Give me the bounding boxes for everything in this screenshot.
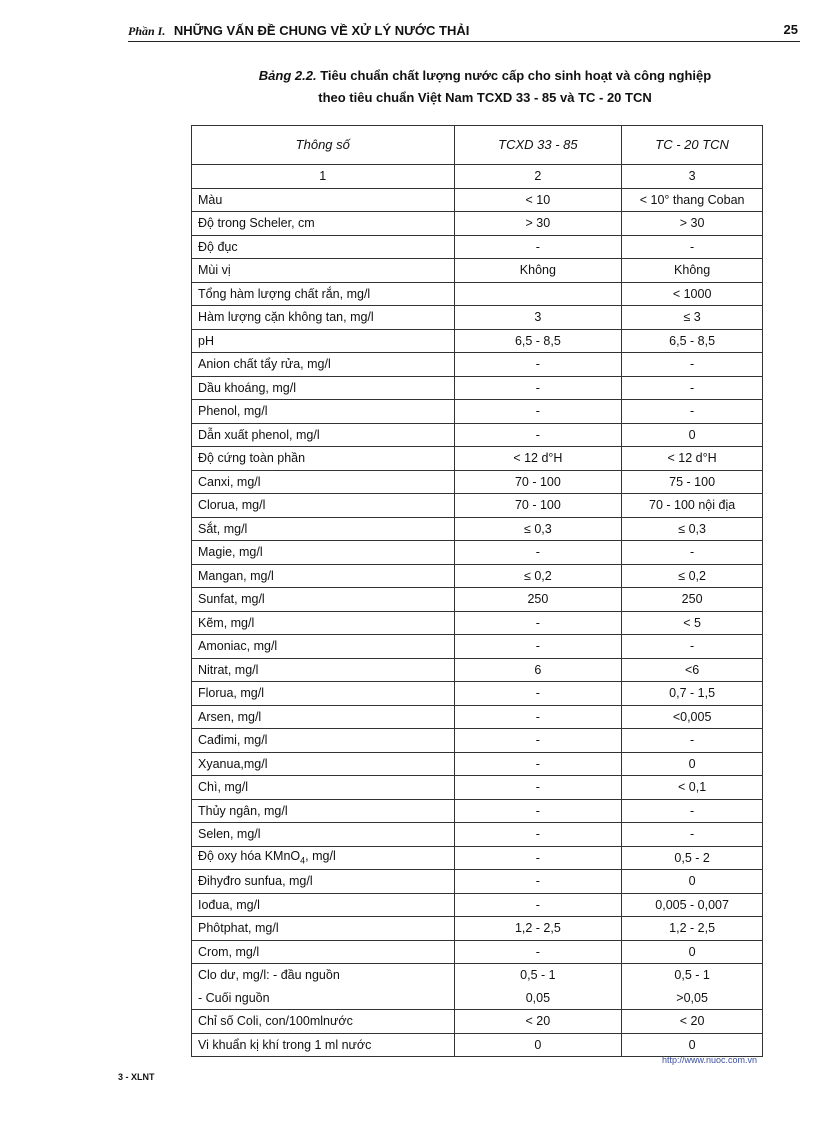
parameter-cell [192,940,455,964]
parameter-cell [192,893,455,917]
table-row [192,470,763,494]
tc-value: 250 [622,588,763,612]
parameter-cell [192,705,455,729]
column-number-row [192,165,763,189]
parameter-name: Chỉ số Coli, con/100mlnước [198,1014,353,1029]
tc-value: 0 [622,752,763,776]
tc-value: 0 [622,870,763,894]
table-label: Bảng 2.2. [258,68,317,83]
parameter-cell [192,658,455,682]
parameter-name: Clorua, mg/l [198,498,266,513]
table-row [192,823,763,847]
parameter-cell [192,470,455,494]
chapter-title: NHỮNG VẤN ĐỀ CHUNG VỀ XỬ LÝ NƯỚC THẢI [173,23,470,38]
caption-line-2: theo tiêu chuẩn Việt Nam TCXD 33 - 85 và TC - 20 TCN [318,90,652,105]
table-row [192,588,763,612]
parameter-name: Florua, mg/l [198,686,264,701]
tcxd-value: - [454,423,622,447]
tc-value: ≤ 0,2 [622,564,763,588]
parameter-cell [192,306,455,330]
tc-value: - [622,541,763,565]
parameter-name: Crom, mg/l [198,944,260,959]
tcxd-value: < 12 d°H [454,447,622,471]
tc-value: > 30 [622,212,763,236]
parameter-cell [192,964,455,987]
tc-value: 0,5 - 2 [622,846,763,870]
tcxd-value: - [454,705,622,729]
tcxd-value: ≤ 0,2 [454,564,622,588]
tc-value: - [622,376,763,400]
parameter-cell [192,235,455,259]
tcxd-value: < 20 [454,1010,622,1034]
tcxd-value: - [454,846,622,870]
tc-value: 0,005 - 0,007 [622,893,763,917]
tc-value: <0,005 [622,705,763,729]
standards-table [191,125,763,1057]
tc-value: < 20 [622,1010,763,1034]
table-row [192,940,763,964]
table-row [192,682,763,706]
parameter-name: Dầu khoáng, mg/l [198,380,296,395]
parameter-suffix: , mg/l [305,848,336,863]
table-row [192,917,763,941]
tcxd-value: 0 [454,1033,622,1057]
parameter-cell [192,447,455,471]
tcxd-value: - [454,541,622,565]
table-row [192,212,763,236]
table-row [192,400,763,424]
tc-value: >0,05 [622,987,763,1010]
parameter-name: Xyanua,mg/l [198,756,268,771]
table-row [192,893,763,917]
source-url: http://www.nuoc.com.vn [662,1055,758,1065]
parameter-name: Sunfat, mg/l [198,592,265,607]
parameter-name: Phenol, mg/l [198,404,268,419]
tcxd-value: 6,5 - 8,5 [454,329,622,353]
parameter-cell [192,776,455,800]
parameter-cell [192,823,455,847]
parameter-name: - Cuối nguồn [198,990,270,1005]
tc-value: ≤ 0,3 [622,517,763,541]
table-row [192,611,763,635]
parameter-name: Anion chất tẩy rửa, mg/l [198,357,331,372]
tc-value: 0 [622,940,763,964]
tcxd-value: > 30 [454,212,622,236]
tc-value: - [622,823,763,847]
table-row [192,353,763,377]
tc-value: 0 [622,423,763,447]
parameter-name: Màu [198,192,223,207]
tcxd-value: 1,2 - 2,5 [454,917,622,941]
table-row [192,494,763,518]
tcxd-value: 0,5 - 1 [454,964,622,987]
parameter-name: Chì, mg/l [198,780,249,795]
tcxd-value: 6 [454,658,622,682]
tc-value: - [622,729,763,753]
tc-value: < 1000 [622,282,763,306]
parameter-name: Mangan, mg/l [198,568,274,583]
page-header [128,22,798,42]
tcxd-value: < 10 [454,188,622,212]
tcxd-value: - [454,776,622,800]
parameter-name: Clo dư, mg/l: - đầu nguồn [198,968,340,983]
parameter-cell [192,846,455,870]
table-row [192,541,763,565]
parameter-cell [192,353,455,377]
tcxd-value: 3 [454,306,622,330]
table-row [192,987,763,1010]
parameter-name: Selen, mg/l [198,827,261,842]
tc-value: < 12 d°H [622,447,763,471]
parameter-name: Độ oxy hóa KMnO [198,848,301,863]
table-row [192,635,763,659]
page-number: 25 [783,22,798,37]
caption-line-1: Tiêu chuẩn chất lượng nước cấp cho sinh hoạt và công nghiệp [320,68,712,83]
parameter-name: Cađimi, mg/l [198,733,268,748]
tcxd-value: ≤ 0,3 [454,517,622,541]
parameter-cell [192,188,455,212]
tc-value: <6 [622,658,763,682]
tcxd-value: - [454,823,622,847]
tcxd-value: - [454,376,622,400]
parameter-name: Dẫn xuất phenol, mg/l [198,427,320,442]
tcxd-value: - [454,353,622,377]
parameter-cell [192,987,455,1010]
tcxd-value: - [454,799,622,823]
table-header-row [192,126,763,165]
part-label: Phần I. [128,24,166,38]
table-row [192,870,763,894]
tc-value: 0,7 - 1,5 [622,682,763,706]
column-number: 3 [622,165,763,189]
tc-value: 1,2 - 2,5 [622,917,763,941]
tcxd-value: - [454,729,622,753]
table-row [192,564,763,588]
header-rule [128,41,800,42]
parameter-cell [192,870,455,894]
parameter-name: Kẽm, mg/l [198,615,255,630]
table-row [192,423,763,447]
table-row [192,282,763,306]
parameter-name: Mùi vị [198,263,231,278]
parameter-cell [192,1033,455,1057]
tcxd-value: - [454,635,622,659]
parameter-cell [192,635,455,659]
tcxd-value: - [454,682,622,706]
footer-label: 3 - XLNT [118,1072,155,1082]
tc-value: - [622,235,763,259]
parameter-cell [192,329,455,353]
table-row [192,1010,763,1034]
tcxd-value: - [454,400,622,424]
parameter-cell [192,564,455,588]
table-caption [190,65,780,109]
tcxd-value: 0,05 [454,987,622,1010]
tc-value: - [622,799,763,823]
parameter-name: Hàm lượng cặn không tan, mg/l [198,310,374,325]
tc-value: - [622,400,763,424]
parameter-name: Iođua, mg/l [198,897,260,912]
table-row [192,235,763,259]
parameter-name: Độ trong Scheler, cm [198,216,315,231]
parameter-name: Arsen, mg/l [198,709,262,724]
tcxd-value: - [454,611,622,635]
table-row [192,705,763,729]
parameter-subscript: 4 [300,855,306,865]
parameter-cell [192,282,455,306]
parameter-cell [192,259,455,283]
column-number: 2 [454,165,622,189]
table-row [192,799,763,823]
tcxd-value: 70 - 100 [454,494,622,518]
tcxd-value: Không [454,259,622,283]
tc-value: 6,5 - 8,5 [622,329,763,353]
parameter-cell [192,729,455,753]
parameter-name: Đihyđro sunfua, mg/l [198,874,313,889]
tcxd-value: - [454,940,622,964]
table-row [192,1033,763,1057]
parameter-cell [192,212,455,236]
tcxd-value: - [454,893,622,917]
column-header: TC - 20 TCN [622,126,763,165]
table-row [192,447,763,471]
parameter-cell [192,588,455,612]
tcxd-value: 70 - 100 [454,470,622,494]
tc-value: 75 - 100 [622,470,763,494]
table-row [192,776,763,800]
parameter-name: pH [198,333,214,348]
tc-value: 0 [622,1033,763,1057]
parameter-name: Sắt, mg/l [198,521,248,536]
tc-value: < 0,1 [622,776,763,800]
tc-value: < 10° thang Coban [622,188,763,212]
tc-value: Không [622,259,763,283]
parameter-cell [192,752,455,776]
parameter-cell [192,611,455,635]
parameter-name: Độ cứng toàn phần [198,451,306,466]
tc-value: - [622,635,763,659]
table-row [192,517,763,541]
table-row [192,752,763,776]
tc-value: < 5 [622,611,763,635]
tcxd-value: - [454,752,622,776]
parameter-name: Magie, mg/l [198,545,263,560]
table-row [192,964,763,987]
parameter-cell [192,682,455,706]
table-row [192,376,763,400]
tcxd-value: 250 [454,588,622,612]
table-row [192,306,763,330]
parameter-name: Phôtphat, mg/l [198,921,279,936]
parameter-name: Thủy ngân, mg/l [198,803,288,818]
table-row [192,329,763,353]
column-number: 1 [192,165,455,189]
parameter-name: Nitrat, mg/l [198,662,259,677]
tcxd-value [454,282,622,306]
table-row [192,188,763,212]
table-row [192,259,763,283]
parameter-cell [192,423,455,447]
parameter-cell [192,541,455,565]
tc-value: 70 - 100 nội địa [622,494,763,518]
tcxd-value: - [454,235,622,259]
parameter-name: Độ đục [198,239,238,254]
parameter-cell [192,494,455,518]
parameter-cell [192,1010,455,1034]
parameter-cell [192,517,455,541]
table-row [192,658,763,682]
tc-value: 0,5 - 1 [622,964,763,987]
parameter-cell [192,917,455,941]
table-row [192,729,763,753]
parameter-cell [192,400,455,424]
parameter-cell [192,376,455,400]
table-row [192,846,763,870]
parameter-name: Vi khuẩn kị khí trong 1 ml nước [198,1037,372,1052]
column-header: Thông số [192,126,455,165]
tcxd-value: - [454,870,622,894]
parameter-name: Tổng hàm lượng chất rắn, mg/l [198,286,371,301]
tc-value: ≤ 3 [622,306,763,330]
tc-value: - [622,353,763,377]
parameter-name: Canxi, mg/l [198,474,261,489]
parameter-name: Amoniac, mg/l [198,639,278,654]
column-header: TCXD 33 - 85 [454,126,622,165]
parameter-cell [192,799,455,823]
